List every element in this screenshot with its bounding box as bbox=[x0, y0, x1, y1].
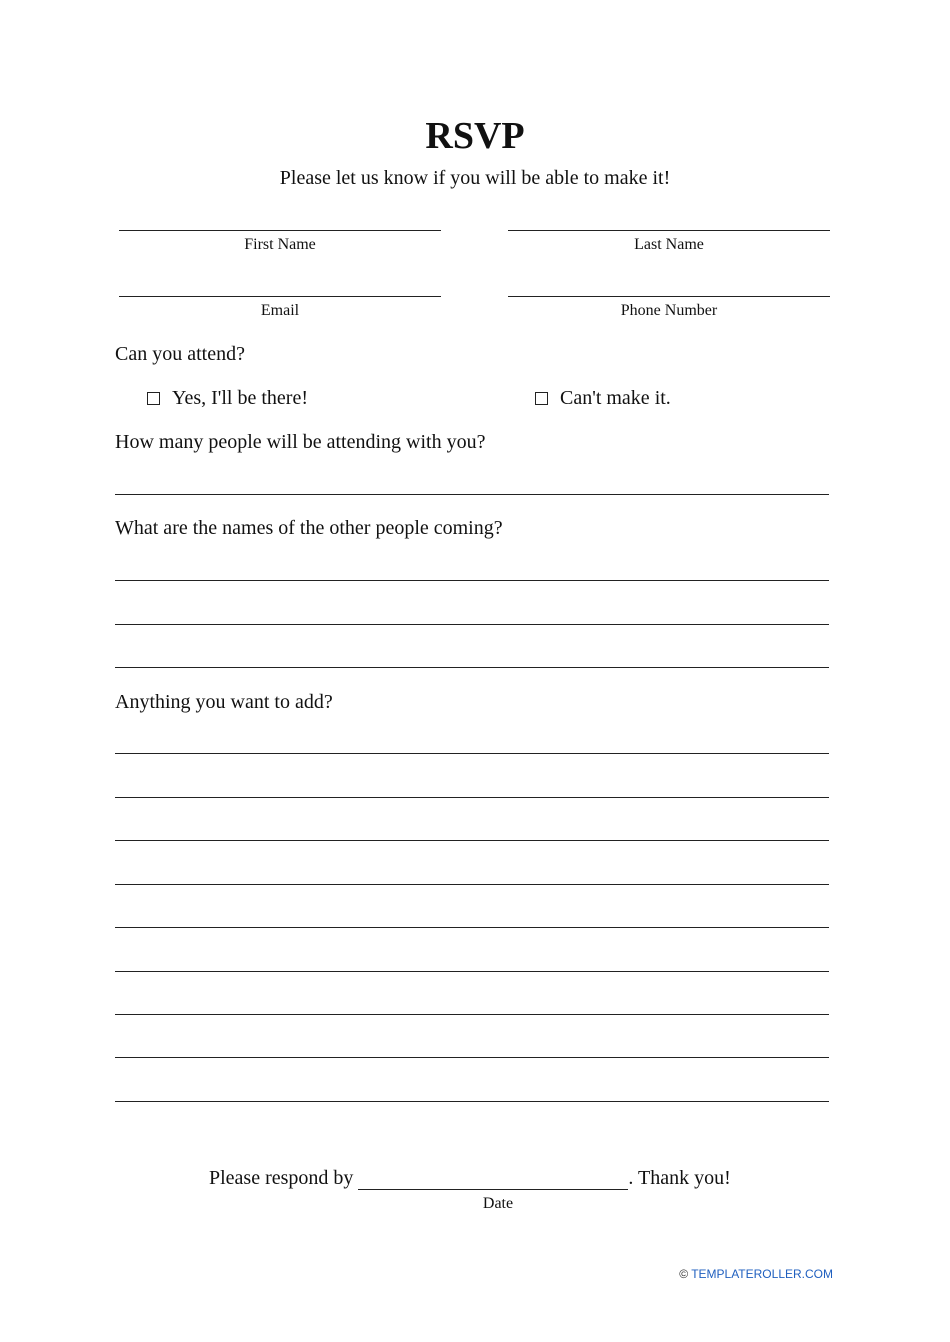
guest-count-line[interactable] bbox=[115, 494, 829, 495]
footer-brand-link[interactable]: TEMPLATEROLLER.COM bbox=[691, 1267, 833, 1281]
copyright-symbol: © bbox=[679, 1267, 689, 1281]
email-caption: Email bbox=[260, 302, 300, 319]
guest-names-question: What are the names of the other people coming? bbox=[115, 517, 503, 539]
comments-line[interactable] bbox=[115, 971, 829, 972]
first-name-field[interactable] bbox=[119, 230, 441, 255]
comments-line[interactable] bbox=[115, 1014, 829, 1015]
page-title: RSVP bbox=[425, 115, 525, 157]
attend-yes-option[interactable] bbox=[147, 386, 308, 410]
email-field[interactable] bbox=[119, 296, 441, 321]
email-line[interactable] bbox=[119, 296, 441, 297]
comments-line[interactable] bbox=[115, 884, 829, 885]
comments-line[interactable] bbox=[115, 927, 829, 928]
guest-names-line[interactable] bbox=[115, 667, 829, 668]
last-name-line[interactable] bbox=[508, 230, 830, 231]
comments-line[interactable] bbox=[115, 797, 829, 798]
guest-names-line[interactable] bbox=[115, 580, 829, 581]
attend-no-option[interactable] bbox=[535, 386, 671, 410]
guest-count-question: How many people will be attending with you? bbox=[115, 431, 486, 453]
comments-line[interactable] bbox=[115, 753, 829, 754]
respond-by-suffix: . Thank you! bbox=[628, 1167, 731, 1189]
attend-yes-label: Yes, I'll be there! bbox=[172, 387, 308, 409]
attend-no-checkbox[interactable] bbox=[535, 392, 548, 405]
comments-question: Anything you want to add? bbox=[115, 691, 333, 713]
first-name-line[interactable] bbox=[119, 230, 441, 231]
first-name-caption: First Name bbox=[244, 236, 316, 253]
attend-yes-checkbox[interactable] bbox=[147, 392, 160, 405]
last-name-caption: Last Name bbox=[634, 236, 704, 253]
last-name-field[interactable] bbox=[508, 230, 830, 255]
respond-by-prefix: Please respond by bbox=[209, 1167, 354, 1189]
respond-by-line bbox=[209, 1166, 731, 1190]
respond-by-date-field[interactable] bbox=[358, 1170, 628, 1190]
comments-line[interactable] bbox=[115, 840, 829, 841]
comments-line[interactable] bbox=[115, 1101, 829, 1102]
comments-line[interactable] bbox=[115, 1057, 829, 1058]
respond-by-date-caption: Date bbox=[482, 1195, 514, 1212]
attend-no-label: Can't make it. bbox=[560, 387, 671, 409]
page-subtitle: Please let us know if you will be able to make it! bbox=[279, 167, 671, 189]
guest-names-line[interactable] bbox=[115, 624, 829, 625]
phone-number-line[interactable] bbox=[508, 296, 830, 297]
footer-credit bbox=[679, 1267, 833, 1281]
attend-question: Can you attend? bbox=[115, 343, 245, 365]
phone-number-field[interactable] bbox=[508, 296, 830, 321]
phone-number-caption: Phone Number bbox=[620, 302, 718, 319]
